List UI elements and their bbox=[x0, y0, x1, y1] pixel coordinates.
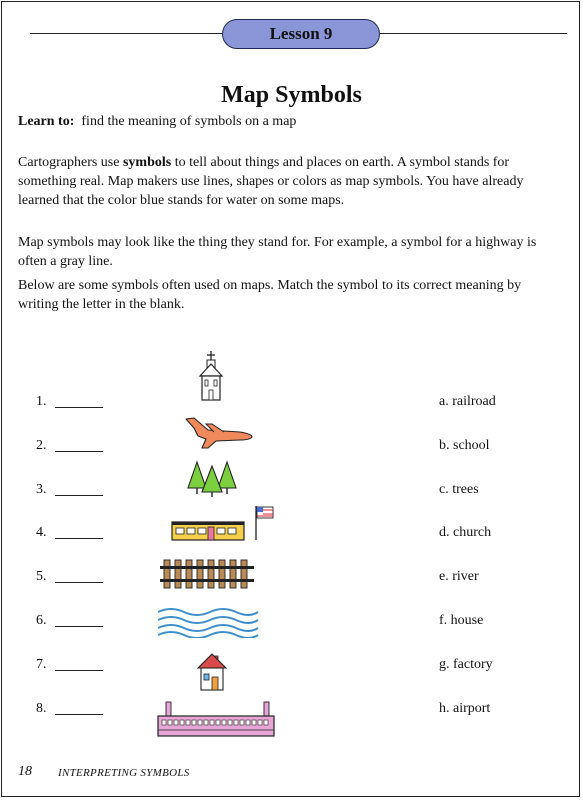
factory-icon bbox=[156, 700, 276, 738]
learn-text: find the meaning of symbols on a map bbox=[81, 114, 297, 129]
answer-blank-5[interactable] bbox=[55, 582, 103, 583]
church-icon bbox=[196, 350, 226, 402]
answer-option-g: g. factory bbox=[439, 657, 493, 672]
item-number-3: 3. bbox=[36, 482, 47, 497]
answer-blank-3[interactable] bbox=[55, 495, 103, 496]
header-rule-left bbox=[30, 33, 226, 34]
item-number-4: 4. bbox=[36, 525, 47, 540]
learn-objective bbox=[18, 114, 296, 130]
river-icon bbox=[156, 606, 260, 638]
item-number-5: 5. bbox=[36, 569, 47, 584]
paragraph1-before: Cartographers use bbox=[18, 155, 123, 170]
learn-label: Learn to: bbox=[18, 114, 75, 129]
trees-icon bbox=[186, 460, 240, 498]
example-paragraph: Map symbols may look like the thing they stand for. For example, a symbol for a highway is often a gray line. bbox=[18, 235, 537, 269]
answer-option-h: h. airport bbox=[439, 701, 491, 716]
answer-option-e: e. river bbox=[439, 569, 479, 584]
header-rule-right bbox=[380, 33, 567, 34]
answer-option-b: b. school bbox=[439, 438, 490, 453]
intro-paragraph bbox=[18, 153, 546, 210]
airplane-icon bbox=[184, 414, 254, 450]
answer-blank-2[interactable] bbox=[55, 451, 103, 452]
section-title: INTERPRETING SYMBOLS bbox=[58, 767, 190, 779]
item-number-2: 2. bbox=[36, 438, 47, 453]
answer-blank-1[interactable] bbox=[55, 407, 103, 408]
school-icon bbox=[170, 504, 276, 542]
item-number-1: 1. bbox=[36, 394, 47, 409]
house-icon bbox=[197, 652, 227, 692]
item-number-8: 8. bbox=[36, 701, 47, 716]
item-number-6: 6. bbox=[36, 613, 47, 628]
answer-option-a: a. railroad bbox=[439, 394, 496, 409]
answer-option-c: c. trees bbox=[439, 482, 479, 497]
paragraph1-bold: symbols bbox=[122, 155, 172, 170]
instructions-paragraph: Below are some symbols often used on maps. Match the symbol to its correct meaning by writing the letter in the blank. bbox=[18, 278, 522, 312]
page-title: Map Symbols bbox=[221, 82, 362, 108]
page-number: 18 bbox=[18, 764, 32, 779]
answer-blank-6[interactable] bbox=[55, 626, 103, 627]
answer-blank-7[interactable] bbox=[55, 670, 103, 671]
paragraph1-after: to tell about things and places on earth. A symbol stands for something real. Map makers use lines, shapes or colors as map symbols. You have already learned that the color blue stands for water on some maps. bbox=[18, 155, 524, 208]
answer-option-f: f. house bbox=[439, 613, 484, 628]
lesson-badge: Lesson 9 bbox=[222, 19, 380, 49]
railroad-icon bbox=[160, 558, 256, 590]
answer-option-d: d. church bbox=[439, 525, 492, 540]
item-number-7: 7. bbox=[36, 657, 47, 672]
answer-blank-8[interactable] bbox=[55, 714, 103, 715]
answer-blank-4[interactable] bbox=[55, 538, 103, 539]
